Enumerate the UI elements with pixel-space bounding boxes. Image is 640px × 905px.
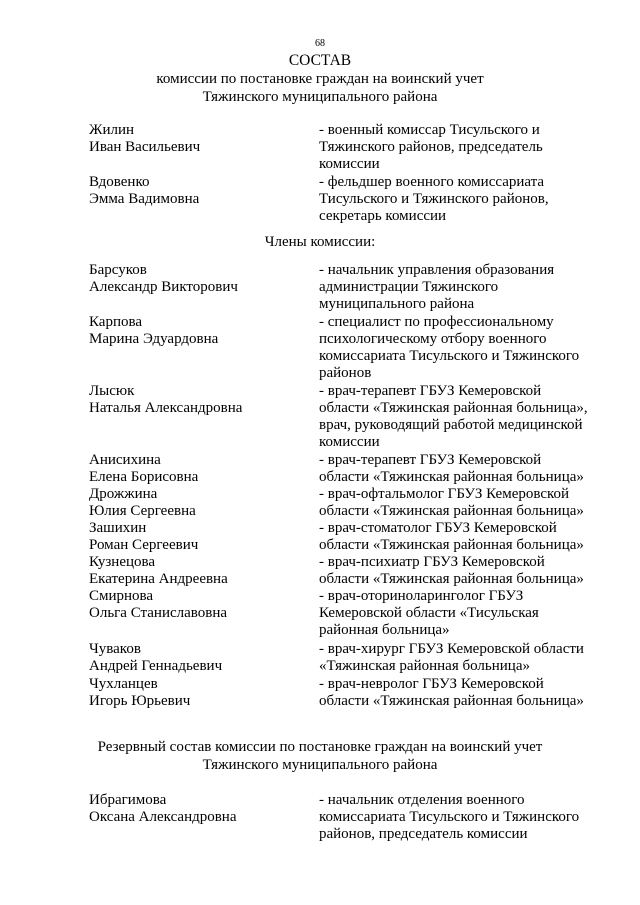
leader-role-1-line-2: Тяжинского районов, председатель xyxy=(319,139,543,156)
member-given-name-2: Марина Эдуардовна xyxy=(89,331,219,348)
member-role-9-line-1: - врач-хирург ГБУЗ Кемеровской области xyxy=(319,641,584,657)
member-role-9-line-2: «Тяжинская районная больница» xyxy=(319,658,530,675)
member-role-5-line-1: - врач-офтальмолог ГБУЗ Кемеровской xyxy=(319,486,570,502)
member-role-6-line-1: - врач-стоматолог ГБУЗ Кемеровской xyxy=(319,520,557,536)
member-surname-9: Чуваков xyxy=(89,641,141,657)
member-given-name-3: Наталья Александровна xyxy=(89,400,243,417)
member-role-2-line-1: - специалист по профессиональному xyxy=(319,314,554,330)
leader-role-2-line-2: Тисульского и Тяжинского районов, xyxy=(319,191,549,208)
member-role-8-line-2: Кемеровской области «Тисульская xyxy=(319,605,539,622)
member-surname-8: Смирнова xyxy=(89,588,154,604)
members-heading: Члены комиссии: xyxy=(264,234,376,250)
leader-role-2-line-3: секретарь комиссии xyxy=(319,208,447,225)
page-number: 68 xyxy=(315,38,325,49)
member-role-3-line-4: комиссии xyxy=(319,434,380,451)
member-role-1-line-2: администрации Тяжинского xyxy=(319,279,499,296)
leader-given-name-1: Иван Васильевич xyxy=(89,139,201,156)
reserve-role-1-line-3: районов, председатель комиссии xyxy=(319,826,528,843)
member-role-3-line-2: области «Тяжинская районная больница», xyxy=(319,400,588,417)
member-role-6-line-2: области «Тяжинская районная больница» xyxy=(319,537,584,554)
member-role-3-line-3: врач, руководящий работой медицинской xyxy=(319,417,583,434)
member-given-name-5: Юлия Сергеевна xyxy=(89,503,196,520)
member-given-name-8: Ольга Станиславовна xyxy=(89,605,228,622)
member-role-2-line-4: районов xyxy=(319,365,372,382)
member-role-8-line-1: - врач-оториноларинголог ГБУЗ xyxy=(319,588,524,604)
member-role-7-line-2: области «Тяжинская районная больница» xyxy=(319,571,584,588)
document-title: СОСТАВ xyxy=(288,52,352,69)
member-given-name-10: Игорь Юрьевич xyxy=(89,693,191,710)
leader-given-name-2: Эмма Вадимовна xyxy=(89,191,200,208)
member-surname-2: Карпова xyxy=(89,314,143,330)
member-role-2-line-2: психологическому отбору военного xyxy=(319,331,547,348)
member-surname-10: Чухланцев xyxy=(89,676,158,692)
member-role-10-line-1: - врач-невролог ГБУЗ Кемеровской xyxy=(319,676,544,692)
member-role-4-line-1: - врач-терапевт ГБУЗ Кемеровской xyxy=(319,452,542,468)
reserve-surname-1: Ибрагимова xyxy=(89,792,167,808)
member-given-name-7: Екатерина Андреевна xyxy=(89,571,228,588)
member-given-name-6: Роман Сергеевич xyxy=(89,537,199,554)
member-surname-3: Лысюк xyxy=(89,383,135,399)
member-surname-6: Зашихин xyxy=(89,520,147,536)
member-surname-4: Анисихина xyxy=(89,452,161,468)
reserve-role-1-line-2: комиссариата Тисульского и Тяжинского xyxy=(319,809,580,826)
subtitle-line-1: комиссии по постановке граждан на воинский учет xyxy=(156,71,484,87)
reserve-given-name-1: Оксана Александровна xyxy=(89,809,237,826)
member-role-2-line-3: комиссариата Тисульского и Тяжинского xyxy=(319,348,580,365)
member-surname-7: Кузнецова xyxy=(89,554,156,570)
member-role-1-line-3: муниципального района xyxy=(319,296,475,313)
reserve-role-1-line-1: - начальник отделения военного xyxy=(319,792,525,808)
reserve-heading-line-2: Тяжинского муниципального района xyxy=(202,757,438,773)
member-role-10-line-2: области «Тяжинская районная больница» xyxy=(319,693,584,710)
member-role-4-line-2: области «Тяжинская районная больница» xyxy=(319,469,584,486)
leader-role-1-line-1: - военный комиссар Тисульского и xyxy=(319,122,540,138)
member-role-1-line-1: - начальник управления образования xyxy=(319,262,555,278)
leader-role-1-line-3: комиссии xyxy=(319,156,380,173)
reserve-heading-line-1: Резервный состав комиссии по постановке граждан на воинский учет xyxy=(97,739,543,755)
member-surname-1: Барсуков xyxy=(89,262,147,278)
member-role-5-line-2: области «Тяжинская районная больница» xyxy=(319,503,584,520)
member-role-7-line-1: - врач-психиатр ГБУЗ Кемеровской xyxy=(319,554,545,570)
member-given-name-9: Андрей Геннадьевич xyxy=(89,658,223,675)
member-role-3-line-1: - врач-терапевт ГБУЗ Кемеровской xyxy=(319,383,542,399)
member-surname-5: Дрожжина xyxy=(89,486,158,502)
member-given-name-1: Александр Викторович xyxy=(89,279,238,296)
leader-role-2-line-1: - фельдшер военного комиссариата xyxy=(319,174,545,190)
member-given-name-4: Елена Борисовна xyxy=(89,469,199,486)
leader-surname-2: Вдовенко xyxy=(89,174,150,190)
leader-surname-1: Жилин xyxy=(89,122,135,138)
subtitle-line-2: Тяжинского муниципального района xyxy=(202,89,438,105)
member-role-8-line-3: районная больница» xyxy=(319,622,450,639)
